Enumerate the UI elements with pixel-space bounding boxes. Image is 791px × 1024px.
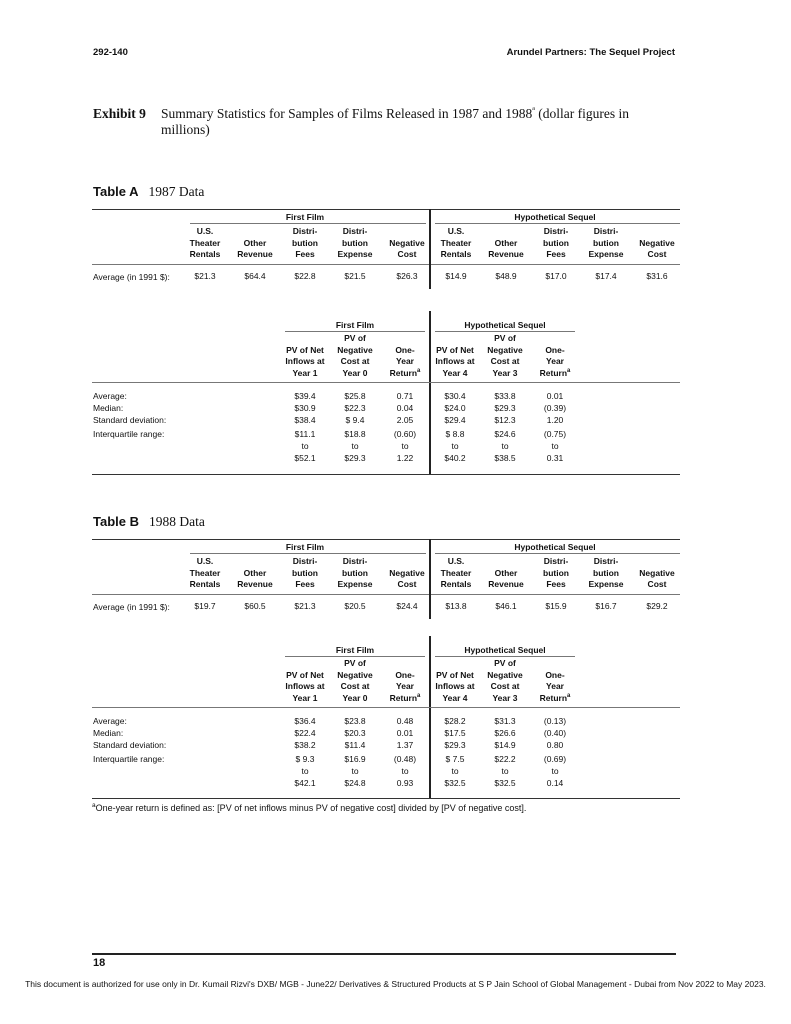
table_a-bot-col-header: Year: [546, 356, 564, 366]
exhibit-title-line2: millions): [161, 122, 210, 137]
table_a-top-sequel: Hypothetical Sequel: [514, 212, 596, 222]
table_a-top-row-label: Average (in 1991 $):: [93, 272, 170, 282]
page-number: 18: [93, 957, 106, 969]
table_a-stat-value: $39.4: [294, 391, 316, 401]
table_b-stat-value: (0.40): [543, 728, 567, 738]
exhibit-title-line1-tail: (dollar figures in: [534, 106, 629, 121]
table_b-top-col-header: Rentals: [440, 579, 472, 589]
footnote-sup: a: [92, 802, 96, 809]
table_b-top-col-headers: [0, 556, 791, 592]
table_a-stat-value: $33.8: [494, 391, 516, 401]
table_a-iqr-high: 1.22: [396, 453, 414, 463]
table_a-stat-label: Average:: [93, 391, 127, 401]
table_a-top-col-header: Fees: [295, 249, 315, 259]
table_a-top-col-header: Distri-: [543, 226, 569, 236]
table_b-iqr-low: (0.48): [393, 754, 417, 764]
table_b-bot-col-header: PV of: [344, 658, 366, 668]
table_b-stat-value: $29.3: [444, 740, 466, 750]
table_b-bot-col-header: Year 1: [292, 692, 318, 703]
table_a-bot-col-header: Year 3: [492, 367, 518, 378]
table_a-stat-value: (0.39): [543, 403, 567, 413]
table_a-top-value: $26.3: [396, 271, 418, 281]
table_a-top-col-header: Cost: [397, 249, 417, 259]
table_a-top-col-header: Cost: [647, 249, 667, 259]
table_b-stat-value: $22.4: [294, 728, 316, 738]
table_b-top-col-header: bution: [342, 567, 368, 578]
table_a-top-col-header: U.S.: [196, 226, 214, 236]
table_b-return-sup: a: [567, 692, 571, 699]
table_b-stat-value: $14.9: [494, 740, 516, 750]
table_a-bot-col-header: Year 1: [292, 367, 318, 378]
table_b-bot-col-header: PV of Net: [286, 669, 324, 680]
table_a-iqr-low: (0.60): [393, 429, 417, 439]
table_a-bot-col-header: PV of: [494, 333, 516, 343]
table_a-bot-end-rule: [92, 474, 680, 475]
table_a-iqr-low: $ 8.8: [445, 429, 465, 439]
table_b-top-value: $19.7: [194, 601, 216, 611]
table_a-top-col-header: Fees: [546, 249, 566, 259]
table_b-stat-value: 0.80: [546, 740, 564, 750]
table_b-bot-end-rule: [92, 798, 680, 799]
table_b-bot-col-header: One-: [395, 669, 415, 680]
table_b-bot-col-header: PV of Net: [436, 669, 474, 680]
table_a-top-col-header: bution: [292, 237, 318, 248]
table_b-bot-col-header: Year 0: [342, 692, 368, 703]
table_b-stat-label: Standard deviation:: [93, 740, 167, 750]
table_a-bot-col-header: Year 4: [442, 367, 468, 378]
table_b-stat-value: $26.6: [494, 728, 516, 738]
table_a-top-col-header: Revenue: [488, 249, 524, 259]
table_a-stat-value: $29.3: [494, 403, 516, 413]
table_a-bot-col-header: Inflows at: [285, 356, 325, 366]
table_a-top-col-header: Rentals: [189, 249, 221, 259]
table_b-iqr-high: $32.5: [494, 778, 516, 788]
table_b-stat-value: $20.3: [344, 728, 366, 738]
table_b-iqr-high: $32.5: [444, 778, 466, 788]
table_a-bot-col-header: Negative: [487, 344, 523, 355]
table_b-top-value: $20.5: [344, 601, 366, 611]
table_a-bot-col-header: Cost at: [490, 356, 520, 366]
table_a-bot-col-header: Cost at: [340, 356, 370, 366]
table_b-top-col-header: bution: [593, 567, 619, 578]
table_a-bot-col-header: Return$^a$: [539, 367, 571, 378]
table_b-iqr-to: to: [451, 766, 459, 776]
table_a-bot-ff-underline: [285, 331, 425, 332]
table_a-iqr-to: to: [401, 441, 409, 451]
table_a-top-col-header: bution: [593, 237, 619, 248]
table_a-stat-value: $ 9.4: [345, 415, 365, 425]
table_a-top-rule: [92, 209, 680, 210]
table_b-iqr-to: to: [351, 766, 359, 776]
table_a-top-col-header: Theater: [189, 237, 221, 248]
table_b-top-value: $24.4: [396, 601, 418, 611]
table_a-iqr-high: $38.5: [494, 453, 516, 463]
table_b-bot-col-header: PV of: [494, 658, 516, 668]
table_b-iqr-label: Interquartile range:: [93, 754, 165, 764]
table_a-stat-value: $29.4: [444, 415, 466, 425]
table_a-top-col-header: Expense: [337, 249, 373, 259]
table_a-top-col-header: Negative: [639, 237, 675, 248]
table_b-top-value: $60.5: [244, 601, 266, 611]
footnote: [92, 803, 526, 813]
table_a-iqr-high: $52.1: [294, 453, 316, 463]
table_a-iqr-to: to: [551, 441, 559, 451]
table_b-bot-header-rule: [92, 707, 680, 708]
table_a-stat-value: $12.3: [494, 415, 516, 425]
table_a-bot-col-header: Negative: [337, 344, 373, 355]
authorization-disclaimer: This document is authorized for use only in Dr. Kumail Rizvi's DXB/ MGB - June22/ Derivatives & Structured Products at S P Jain School of Global Management - Dubai from Nov 2022 to May 2023.: [25, 979, 766, 989]
footnote-text: One-year return is defined as: [PV of net inflows minus PV of negative cost] divided by [PV of negative cost].: [95, 803, 527, 813]
table_b-top-col-header: Cost: [647, 579, 667, 589]
table_b-iqr-to: to: [501, 766, 509, 776]
table_a-iqr-high: $40.2: [444, 453, 466, 463]
table_a-return-sup: a: [417, 367, 421, 374]
table_a-bot-col-header: One-: [545, 344, 565, 355]
table_b-top-first-film: First Film: [285, 542, 325, 552]
table_b-bot-col-header: Year 3: [492, 692, 518, 703]
table_b-top-col-header: Fees: [295, 579, 315, 589]
table_a-iqr-low: $24.6: [494, 429, 516, 439]
table_b-top-col-header: Negative: [639, 567, 675, 578]
table_a-top-col-header: Revenue: [237, 249, 273, 259]
table_b-top-row-label: Average (in 1991 $):: [93, 602, 170, 612]
table_a-stat-label: Standard deviation:: [93, 415, 167, 425]
table_b-title: [93, 514, 205, 530]
table_b-top-col-header: Fees: [546, 579, 566, 589]
table_a-top-col-header: Other: [494, 237, 518, 248]
table_a-bot-col-header: Year: [396, 356, 414, 366]
table_a-top-divider: [429, 209, 431, 289]
exhibit-title: [161, 106, 661, 138]
table_b-iqr-to: to: [551, 766, 559, 776]
table_a-iqr-low: $18.8: [344, 429, 366, 439]
table_a-iqr-to: to: [301, 441, 309, 451]
table_b-top-col-header: Distri-: [593, 556, 619, 566]
table_b-bot-col-header: Year 4: [442, 692, 468, 703]
table_a-top-value: $48.9: [495, 271, 517, 281]
table_a-iqr-to: to: [351, 441, 359, 451]
table_b-bot-col-header: One-: [545, 669, 565, 680]
table_a-stat-value: $38.4: [294, 415, 316, 425]
table_b-top-divider: [429, 539, 431, 619]
table_a-iqr-low: $11.1: [294, 429, 316, 439]
table_b-top-value: $46.1: [495, 601, 517, 611]
table_a-bot-col-headers: [0, 333, 791, 381]
table_a-stat-value: $25.8: [344, 391, 366, 401]
table_b-stat-value: $11.4: [344, 740, 366, 750]
table_a-top-col-header: Distri-: [292, 226, 318, 236]
exhibit-label: Exhibit 9: [93, 106, 146, 121]
table_b-top-col-header: Other: [243, 567, 267, 578]
table_a-stat-label: Median:: [93, 403, 124, 413]
table_a-top-col-header: bution: [543, 237, 569, 248]
document-number: 292-140: [93, 47, 128, 58]
table_b-top-value: $16.7: [595, 601, 617, 611]
table_b-bot-col-header: Inflows at: [285, 681, 325, 691]
table_b-top-rule: [92, 539, 680, 540]
table_a-year-title: 1987 Data: [148, 184, 205, 199]
table_b-stat-value: (0.13): [543, 716, 567, 726]
table_b-iqr-low: $ 9.3: [295, 754, 315, 764]
table_a-stat-value: 0.04: [396, 403, 414, 413]
table_a-iqr-low: (0.75): [543, 429, 567, 439]
table_a-bot-col-header: Return$^a$: [389, 367, 421, 378]
table_a-top-value: $64.4: [244, 271, 266, 281]
table_b-bot-col-header: Year: [396, 681, 414, 691]
table_a-top-first-film: First Film: [285, 212, 325, 222]
table_b-top-col-header: Expense: [337, 579, 373, 589]
table_a-top-col-header: bution: [342, 237, 368, 248]
table_a-stat-value: $22.3: [344, 403, 366, 413]
table_b-bot-col-header: Cost at: [340, 681, 370, 691]
table_b-top-sequel: Hypothetical Sequel: [514, 542, 596, 552]
table_a-stat-value: $30.9: [294, 403, 316, 413]
table_b-stat-value: $38.2: [294, 740, 316, 750]
table_a-top-col-header: Distri-: [342, 226, 368, 236]
table_b-iqr-low: (0.69): [543, 754, 567, 764]
table_b-iqr-high: $24.8: [344, 778, 366, 788]
table_b-bot-col-header: Return$^a$: [389, 692, 421, 703]
table_b-stat-value: $31.3: [494, 716, 516, 726]
table_b-top-col-header: Theater: [189, 567, 221, 578]
exhibit-title-sup: a: [532, 106, 535, 112]
table_b-top-col-header: bution: [292, 567, 318, 578]
table_b-stat-label: Average:: [93, 716, 127, 726]
table_a-bot-col-header: PV of Net: [436, 344, 474, 355]
table_b-top-col-header: Rentals: [189, 579, 221, 589]
table_b-top-col-header: Other: [494, 567, 518, 578]
table_a-top-value: $21.5: [344, 271, 366, 281]
table_a-iqr-to: to: [451, 441, 459, 451]
table_a-stat-value: 0.01: [546, 391, 564, 401]
table_b-bot-sequel: Hypothetical Sequel: [464, 645, 546, 655]
table_a-bot-sequel: Hypothetical Sequel: [464, 320, 546, 330]
table_a-return-sup: a: [567, 367, 571, 374]
table_b-bot-col-header: Return$^a$: [539, 692, 571, 703]
table_a-bot-header-rule: [92, 382, 680, 383]
table_b-stat-value: 0.48: [396, 716, 414, 726]
table_a-bot-col-header: One-: [395, 344, 415, 355]
table_a-top-col-header: Other: [243, 237, 267, 248]
table_b-bot-ff-underline: [285, 656, 425, 657]
table_b-bot-col-headers: [0, 658, 791, 706]
table_b-stat-value: $36.4: [294, 716, 316, 726]
table_b-stat-value: $17.5: [444, 728, 466, 738]
table_b-top-col-header: Negative: [389, 567, 425, 578]
table_a-iqr-to: to: [501, 441, 509, 451]
table_b-top-col-header: Theater: [440, 567, 472, 578]
table_b-stat-value: 0.01: [396, 728, 414, 738]
table_a-top-col-header: Theater: [440, 237, 472, 248]
table_b-top-header-rule: [92, 594, 680, 595]
table_b-iqr-to: to: [401, 766, 409, 776]
table_a-stat-value: 1.20: [546, 415, 564, 425]
table_b-iqr-high: 0.14: [546, 778, 564, 788]
table_b-iqr-high: 0.93: [396, 778, 414, 788]
table_b-iqr-low: $16.9: [344, 754, 366, 764]
table_b-iqr-to: to: [301, 766, 309, 776]
table_b-top-col-header: bution: [543, 567, 569, 578]
table_a-top-ff-underline: [190, 223, 426, 224]
table_b-bot-first-film: First Film: [335, 645, 375, 655]
table_b-top-col-header: Distri-: [342, 556, 368, 566]
exhibit-title-line1: Summary Statistics for Samples of Films Released in 1987 and 1988: [161, 106, 533, 121]
table_a-top-col-header: U.S.: [447, 226, 465, 236]
table_b-top-col-header: Distri-: [543, 556, 569, 566]
table_a-iqr-high: $29.3: [344, 453, 366, 463]
page-divider: [92, 953, 676, 955]
table_b-bot-col-header: Year: [546, 681, 564, 691]
table_b-bot-col-header: Negative: [337, 669, 373, 680]
table_b-stat-value: $28.2: [444, 716, 466, 726]
table_b-top-ff-underline: [190, 553, 426, 554]
table_a-iqr-label: Interquartile range:: [93, 429, 165, 439]
table_a-bot-sq-underline: [435, 331, 575, 332]
table_a-top-sq-underline: [435, 223, 680, 224]
table_b-iqr-low: $ 7.5: [445, 754, 465, 764]
table_a-top-value: $17.0: [545, 271, 567, 281]
table_a-stat-value: $30.4: [444, 391, 466, 401]
table_a-iqr-high: 0.31: [546, 453, 564, 463]
table_a-top-col-header: Expense: [588, 249, 624, 259]
table_b-return-sup: a: [417, 692, 421, 699]
table_b-top-value: $13.8: [445, 601, 467, 611]
table_b-bot-sq-underline: [435, 656, 575, 657]
table_b-stat-value: $23.8: [344, 716, 366, 726]
table_b-iqr-low: $22.2: [494, 754, 516, 764]
table_b-top-col-header: Expense: [588, 579, 624, 589]
table_a-bot-col-header: PV of Net: [286, 344, 324, 355]
table_a-bot-col-header: Year 0: [342, 367, 368, 378]
table_b-top-col-header: Cost: [397, 579, 417, 589]
table_a-top-value: $22.8: [294, 271, 316, 281]
document-title: Arundel Partners: The Sequel Project: [506, 47, 675, 58]
table_a-bot-first-film: First Film: [335, 320, 375, 330]
table_a-title: [93, 184, 204, 200]
table_a-top-value: $17.4: [595, 271, 617, 281]
table_b-bot-col-header: Inflows at: [435, 681, 475, 691]
table_a-bot-col-header: PV of: [344, 333, 366, 343]
table_a-top-col-header: Negative: [389, 237, 425, 248]
table_a-top-col-header: Rentals: [440, 249, 472, 259]
table_a-top-header-rule: [92, 264, 680, 265]
table_a-top-col-header: Distri-: [593, 226, 619, 236]
table_b-top-col-header: Distri-: [292, 556, 318, 566]
table_a-top-value: $31.6: [646, 271, 668, 281]
table_b-year-title: 1988 Data: [149, 514, 205, 529]
table_a-stat-value: 0.71: [396, 391, 414, 401]
table_b-top-col-header: Revenue: [237, 579, 273, 589]
table_a-top-value: $21.3: [194, 271, 216, 281]
table_b-top-value: $15.9: [545, 601, 567, 611]
table_b-bot-col-header: Cost at: [490, 681, 520, 691]
table_a-stat-value: $24.0: [444, 403, 466, 413]
table_a-bot-col-header: Inflows at: [435, 356, 475, 366]
table_b-top-col-header: U.S.: [447, 556, 465, 566]
table_b-bot-col-header: Negative: [487, 669, 523, 680]
table_a-stat-value: 2.05: [396, 415, 414, 425]
table_b-top-value: $29.2: [646, 601, 668, 611]
table_a-top-value: $14.9: [445, 271, 467, 281]
table_b-top-value: $21.3: [294, 601, 316, 611]
table_a-top-col-headers: [0, 226, 791, 262]
table_b-top-col-header: U.S.: [196, 556, 214, 566]
table_b-top-sq-underline: [435, 553, 680, 554]
table_a-label: Table A: [93, 184, 139, 199]
table_b-top-col-header: Revenue: [488, 579, 524, 589]
table_b-iqr-high: $42.1: [294, 778, 316, 788]
table_b-label: Table B: [93, 514, 139, 529]
table_b-stat-value: 1.37: [396, 740, 414, 750]
table_b-stat-label: Median:: [93, 728, 124, 738]
